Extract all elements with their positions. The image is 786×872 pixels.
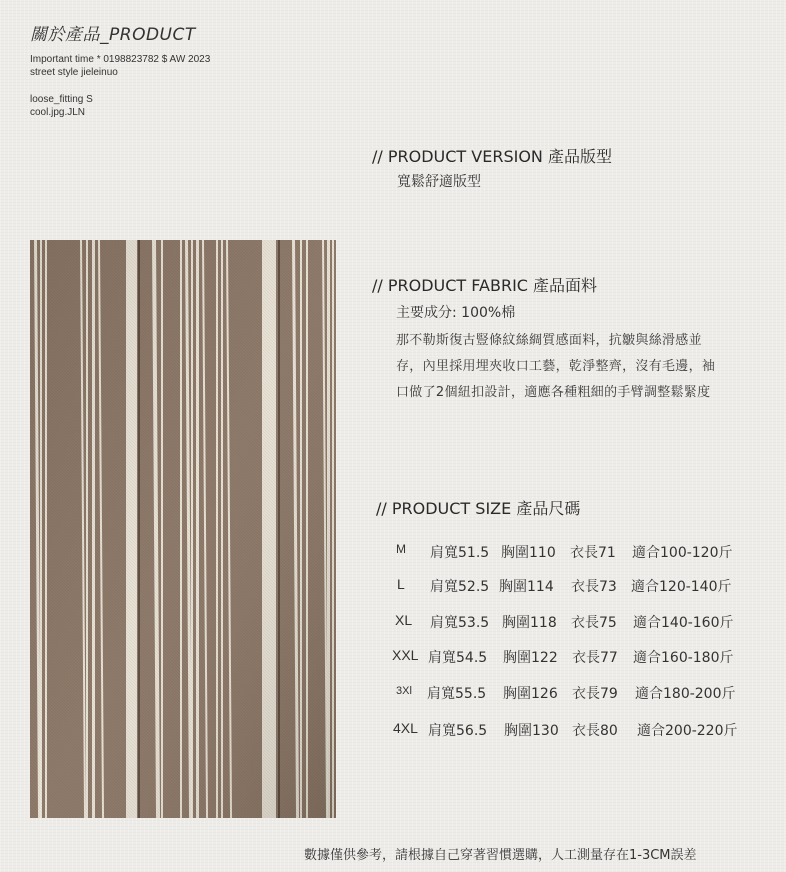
meta-line-fit: loose_fitting S xyxy=(30,94,93,105)
fabric-description: 那不勒斯復古豎條紋絲綢質感面料，抗皺與絲滑感並存，內里採用埋夾收口工藝，乾淨整齊，沒有毛邊，袖口做了2個紐扣設計，適應各種粗細的手臂調整鬆緊度 xyxy=(396,333,716,400)
product-header-title: 關於產品_PRODUCT xyxy=(30,25,196,45)
size-label: M xyxy=(396,542,406,556)
chest-size: 胸圍126 xyxy=(503,686,558,702)
fit-weight: 適合120-140斤 xyxy=(631,579,732,595)
garment-length: 衣長77 xyxy=(572,650,618,666)
chest-size: 胸圍114 xyxy=(499,579,554,595)
size-label: 4XL xyxy=(393,720,418,736)
fit-weight: 適合140-160斤 xyxy=(633,615,734,631)
shoulder-width: 肩寬54.5 xyxy=(428,650,488,666)
fit-weight: 適合100-120斤 xyxy=(632,545,733,561)
shoulder-width: 肩寬52.5 xyxy=(430,579,490,595)
fit-weight: 適合180-200斤 xyxy=(635,686,736,702)
garment-length: 衣長71 xyxy=(570,545,616,561)
meta-line-file: cool.jpg.JLN xyxy=(30,107,86,118)
shoulder-width: 肩寬51.5 xyxy=(430,545,490,561)
shoulder-width: 肩寬55.5 xyxy=(427,686,487,702)
chest-size: 胸圍122 xyxy=(503,650,558,666)
shoulder-width: 肩寬53.5 xyxy=(430,615,490,631)
chest-size: 胸圍130 xyxy=(504,723,559,739)
size-label: XXL xyxy=(392,647,419,663)
garment-length: 衣長79 xyxy=(572,686,618,702)
version-section-title: // PRODUCT VERSION 產品版型 xyxy=(372,147,612,166)
striped-fabric-image xyxy=(30,240,336,818)
meta-line-time: Important time * 0198823782 $ AW 2023 xyxy=(30,54,211,65)
chest-size: 胸圍110 xyxy=(501,545,556,561)
version-value: 寬鬆舒適版型 xyxy=(397,174,481,190)
size-label: L xyxy=(397,576,405,592)
fabric-section-title: // PRODUCT FABRIC 產品面料 xyxy=(372,276,598,295)
header xyxy=(30,20,210,119)
fabric-photo xyxy=(30,240,336,818)
garment-length: 衣長75 xyxy=(571,615,617,631)
fabric-composition: 主要成分: 100%棉 xyxy=(396,305,516,321)
size-section-title: // PRODUCT SIZE 產品尺碼 xyxy=(376,499,581,518)
shoulder-width: 肩寬56.5 xyxy=(428,723,488,739)
fit-weight: 適合160-180斤 xyxy=(633,650,734,666)
size-label: 3Xl xyxy=(396,685,412,697)
footer-note: 數據僅供參考，請根據自己穿著習慣選購，人工測量存在1-3CM誤差 xyxy=(304,848,697,863)
chest-size: 胸圍118 xyxy=(502,615,557,631)
fit-weight: 適合200-220斤 xyxy=(637,723,738,739)
garment-length: 衣長80 xyxy=(572,723,618,739)
size-label: XL xyxy=(395,612,413,628)
garment-length: 衣長73 xyxy=(571,579,617,595)
meta-line-style: street style jieleinuo xyxy=(30,67,118,78)
